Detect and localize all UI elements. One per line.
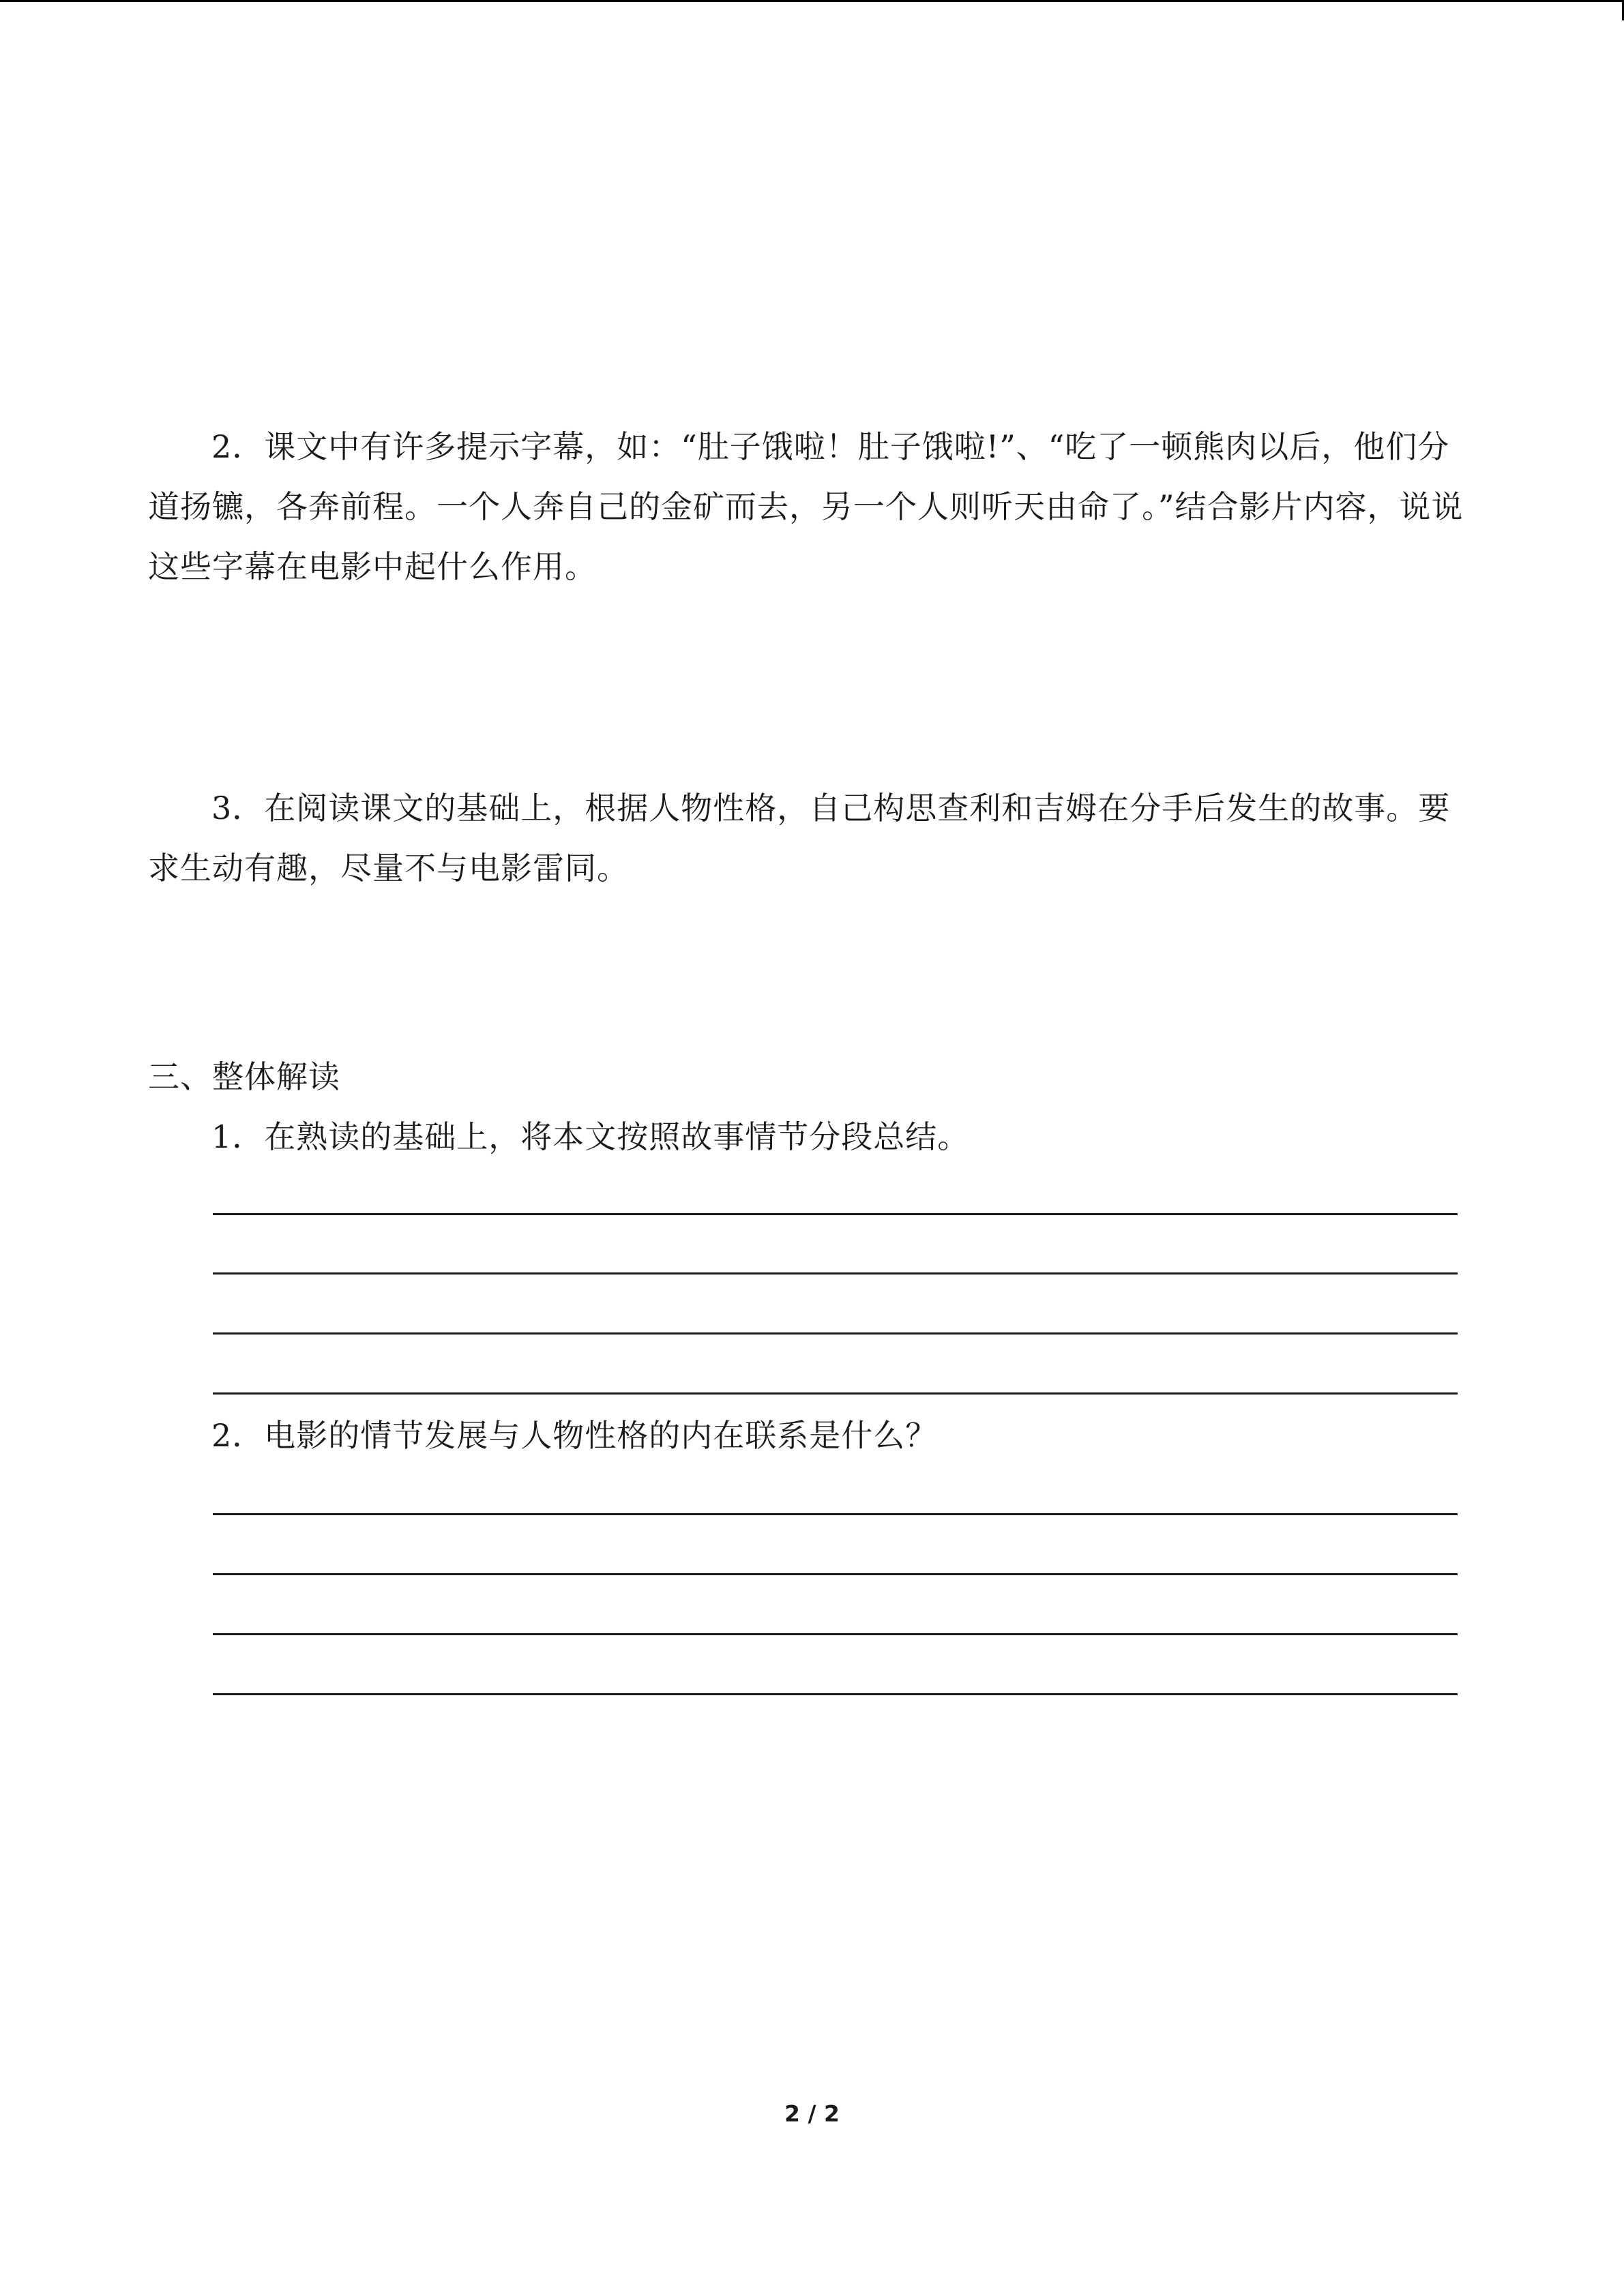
answer-line — [213, 1332, 1458, 1335]
section-heading-overall-reading: 三、整体解读 — [148, 1058, 340, 1095]
page-number: 2 / 2 — [784, 2100, 840, 2127]
answer-line — [213, 1513, 1458, 1515]
answer-line — [213, 1633, 1458, 1635]
page-top-border — [0, 0, 1624, 2]
answer-line — [213, 1693, 1458, 1695]
sub-question-2: 2．电影的情节发展与人物性格的内在联系是什么？ — [211, 1417, 938, 1454]
answer-line — [213, 1573, 1458, 1575]
answer-line — [213, 1392, 1458, 1395]
answer-line — [213, 1213, 1458, 1215]
sub-question-1: 1．在熟读的基础上，将本文按照故事情节分段总结。 — [211, 1118, 970, 1155]
question-3-text: 3．在阅读课文的基础上，根据人物性格，自己构思查利和吉姆在分手后发生的故事。要求生动有趣，尽量不与电影雷同。 — [148, 790, 1451, 886]
answer-line — [213, 1272, 1458, 1274]
question-2-text: 2．课文中有许多提示字幕，如：“肚子饿啦！肚子饿啦!”、“吃了一顿熊肉以后，他们分道扬镳，各奔前程。一个人奔自己的金矿而去，另一个人则听天由命了。”结合影片内容，说说这些字幕在电影中起什么作用。 — [148, 428, 1464, 585]
